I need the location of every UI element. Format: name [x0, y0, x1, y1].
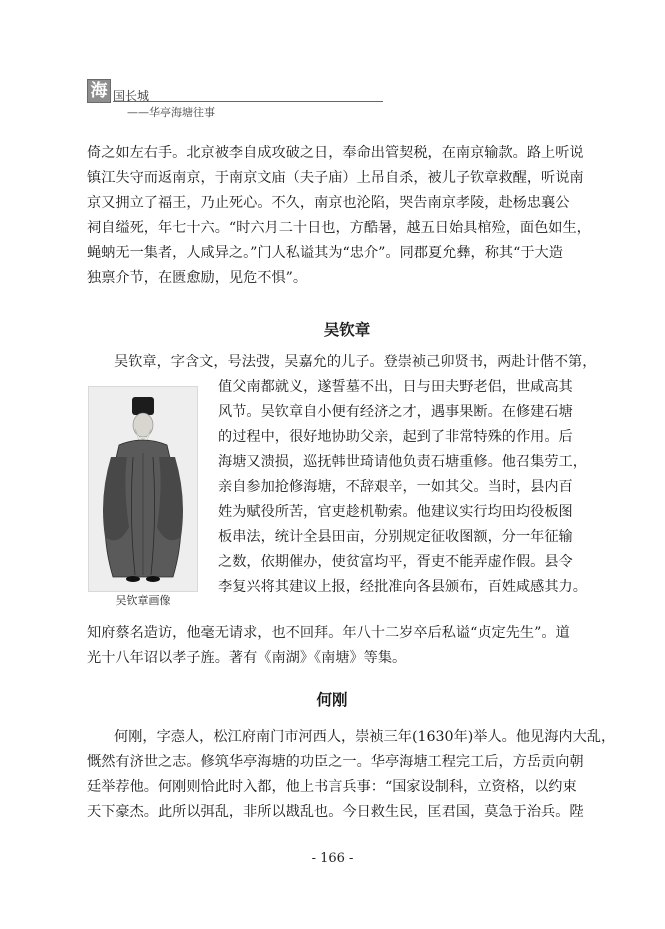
text-line: 李复兴将其建议上报，经批准向各县颁布，百姓咸感其力。 [218, 579, 587, 595]
text-line: 天下豪杰。此所以弭乱，非所以戡乱也。今日救生民，匡君国，莫急于治兵。陛 [87, 804, 584, 820]
section2-paragraph [87, 725, 615, 825]
series-title: 国长城 [113, 89, 150, 103]
text-line: 倚之如左右手。北京被李自成攻破之日，奉命出管契税，在南京输款。路上听说 [87, 145, 584, 161]
text-line: 板串法，统计全县田亩，分别规定征收图额，分一年征输 [218, 529, 573, 545]
text-line: 慨然有济世之志。修筑华亭海塘的功臣之一。华亭海塘工程完工后，方岳贡向朝 [87, 754, 584, 770]
section1-closing-text [87, 621, 570, 671]
text-line: 亲自参加抢修海塘，不辞艰辛，一如其父。当时，县内百 [218, 479, 573, 495]
page-number: - 166 - [311, 851, 354, 866]
running-header [87, 79, 302, 119]
text-line: 独禀介节，在匮愈励，见危不惧”。 [87, 270, 308, 286]
text-line: 姓为赋役所苦，官吏趁机勒索。他建议实行均田均役板图 [218, 504, 573, 520]
book-logo [87, 79, 111, 103]
intro-paragraph [87, 141, 591, 291]
section-heading-he-gang: 何刚 [316, 690, 348, 709]
text-line: 光十八年诏以孝子旌。著有《南湖》《南塘》等集。 [87, 650, 407, 666]
text-line: 京又拥立了福王，乃止死心。不久，南京也沦陷，哭告南京孝陵，赴杨忠襄公 [87, 195, 570, 211]
text-line: 风节。吴钦章自小便有经济之才，遇事果断。在修建石塘 [218, 404, 573, 420]
text-line: 祠自缢死，年七十六。“时六月二十日也，方酷暑，越五日始具棺殓，面色如生， [87, 220, 591, 236]
text-line: 吴钦章，字含文，号法弢，吴嘉允的儿子。登崇祯己卯贤书，两赴计偕不第， [114, 354, 597, 370]
text-line: 廷举荐他。何刚则恰此时入都，他上书言兵事：“国家设制科，立资格，以约束 [87, 779, 577, 795]
portrait-figure-image [89, 387, 197, 591]
text-line: 镇江失守而返南京，于南京文庙（夫子庙）上吊自杀，被儿子钦章救醒，听说南 [87, 170, 584, 186]
text-line: 值父南都就义，遂誓墓不出，日与田夫野老侣，世咸高其 [218, 379, 573, 395]
portrait-caption: 吴钦章画像 [115, 594, 171, 607]
section-heading-wu-qinzhang: 吴钦章 [323, 320, 371, 339]
text-line: 何刚，字悫人，松江府南门市河西人，崇祯三年(1630年)举人。他见海内大乱， [114, 729, 616, 745]
text-line: 之数，依期催办，使贫富均平，胥吏不能弄虚作假。县令 [218, 554, 573, 570]
logo-character: 海 [90, 80, 108, 101]
text-line: 知府蔡名造访，他毫无请求，也不回拜。年八十二岁卒后私谥“贞定先生”。道 [87, 625, 570, 641]
section1-first-line [114, 350, 596, 375]
wu-qinzhang-portrait [88, 386, 198, 592]
text-line: 海塘又溃损，巡抚韩世琦请他负责石塘重修。他召集劳工， [218, 454, 587, 470]
section1-wrapped-text [218, 375, 587, 600]
text-line: 蝇蚋无一集者，人咸异之。”门人私谥其为“忠介”。同郡夏允彝，称其“于大造 [87, 245, 563, 261]
book-subtitle: ——华亭海塘往事 [127, 106, 215, 119]
text-line: 的过程中，很好地协助父亲，起到了非常特殊的作用。后 [218, 429, 573, 445]
header-divider [113, 101, 383, 102]
